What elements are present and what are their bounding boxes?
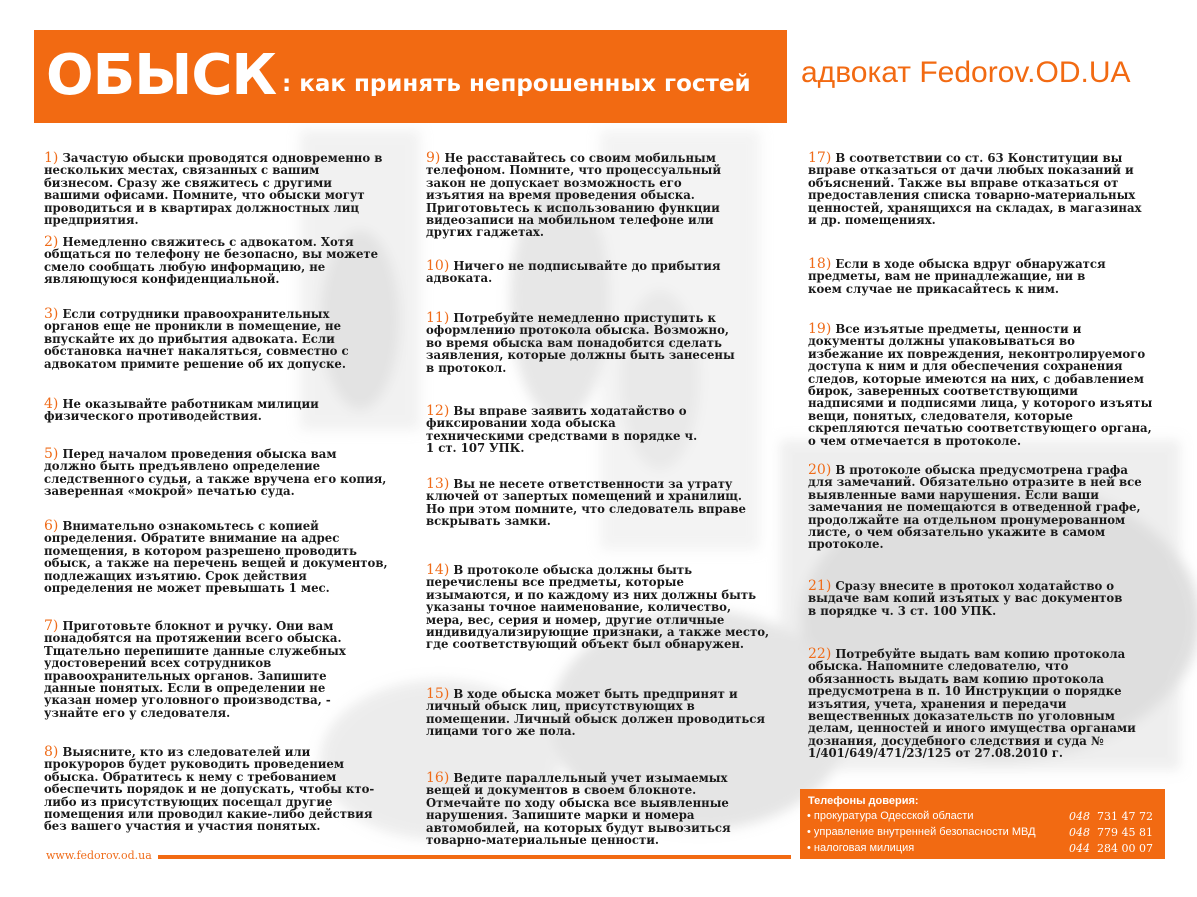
hotline-digits: 731 47 72: [1097, 810, 1153, 823]
hotline-label: • налоговая милиция: [807, 842, 915, 854]
item-text: Не расставайтесь со своим мобильным телефоном. Помните, что процессуальный закон не допускает возможность его изъятия на время проведения обыска. Приготовьтесь к использованию функции видеозаписи на мобильном телефоне или других гаджетах.: [426, 151, 722, 240]
hotline-label: • управление внутренней безопасности МВД: [807, 826, 1036, 838]
hotline-digits: 284 00 07: [1097, 842, 1153, 855]
list-item: [808, 152, 1148, 226]
hotline-code: 048: [1069, 826, 1090, 839]
item-text: Выясните, кто из следователей или прокуроров будет руководить проведением обыска. Обратитесь к нему с требованием обеспечить порядок и не допускать, чтобы кто-либо из присутствующих посещал другие помещения или проводил какие-либо действия без вашего участия и участия понятых.: [44, 745, 375, 834]
item-text: В протоколе обыска должны быть перечислены все предметы, которые изымаются, и по каждому из них должны быть указаны точное наименование, количество, мера, вес, серия и номер, другие отличные индивидуализирующие признаки, а также место, где соответствующий объект был обнаружен.: [426, 563, 770, 652]
item-text: Перед началом проведения обыска вам должно быть предъявлено определение следственного судьи, а также вручена его копия, заверенная «мокрой» печатью суда.: [44, 447, 387, 499]
page-subtitle: : как принять непрошенных гостей: [282, 71, 751, 97]
list-item: [426, 260, 726, 285]
item-text: В протоколе обыска предусмотрена графа для замечаний. Обязательно отразите в ней все выявленные вами нарушения. Если ваши замечания не помещаются в отведенной графе, продолжайте на отдельном пронумерованном листе, о чем обязательно укажите в самом протоколе.: [808, 463, 1142, 552]
hotline-code: 044: [1069, 842, 1090, 855]
list-item: [44, 236, 379, 286]
item-number: 15): [426, 686, 450, 702]
item-text: Потребуйте выдать вам копию протокола обыска. Напомните следователю, что обязанность выдать вам копию протокола предусмотрена в п. 10 Инструкции о порядке изъятия, учета, хранения и передачи вещественных доказательств по уголовным делам, ценностей и иного имущества органами дознания, досудебного следствия и суда № 1/401/649/471/23/125 от 27.08.2010 г.: [808, 647, 1136, 761]
hotline-number: [1069, 810, 1153, 823]
item-text: Если сотрудники правоохранительных органов еще не проникли в помещение, не впускайте их до прибытия адвоката. Если обстановка начнет накаляться, совместно с адвокатом примите решение об их допуске.: [44, 307, 349, 371]
item-text: Зачастую обыски проводятся одновременно в нескольких местах, связанных с вашим бизнесом. Сразу же свяжитесь с другими вашими офисами. Помните, что обыски могут проводиться и в квартирах должностных лиц предприятия.: [44, 151, 383, 228]
item-number: 18): [808, 256, 832, 272]
footer-url[interactable]: www.fedorov.od.ua: [46, 849, 152, 862]
list-item: [44, 520, 389, 594]
item-text: Немедленно свяжитесь с адвокатом. Хотя общаться по телефону не безопасно, вы можете смело сообщать любую информацию, не являющуюся конфиденциальной.: [44, 235, 379, 287]
hotline-title: Телефоны доверия:: [808, 795, 919, 807]
item-number: 10): [426, 258, 450, 274]
item-number: 20): [808, 462, 832, 478]
list-item: [44, 620, 374, 719]
list-item: [44, 746, 389, 833]
item-text: Если в ходе обыска вдруг обнаружатся предметы, вам не принадлежащие, ни в коем случае не прикасайтесь к ним.: [808, 257, 1106, 296]
hotline-code: 048: [1069, 810, 1090, 823]
item-number: 12): [426, 403, 450, 419]
list-item: [808, 648, 1153, 760]
item-text: Не оказывайте работникам милиции физического противодействия.: [44, 397, 319, 424]
item-number: 5): [44, 446, 59, 462]
footer-divider: [158, 855, 791, 859]
item-text: Вы вправе заявить ходатайство о фиксировании хода обыска техническими средствами в порядке ч. 1 ст. 107 УПК.: [426, 404, 698, 456]
hotline-box: [800, 789, 1165, 859]
item-number: 4): [44, 396, 59, 412]
item-number: 3): [44, 306, 59, 322]
item-number: 19): [808, 321, 832, 337]
item-number: 6): [44, 518, 59, 534]
list-item: [808, 258, 1118, 295]
page-title: ОБЫСК: [46, 43, 277, 108]
item-text: В ходе обыска может быть предпринят и личный обыск лиц, присутствующих в помещении. Личный обыск должен проводиться лицами того же пола.: [426, 687, 766, 739]
item-text: Все изъятые предметы, ценности и документы должны упаковываться во избежание их повреждения, неконтролируемого доступа к ним и для обеспечения сохранения следов, которые имеются на них, с добавлением бирок, заверенных соответствующими надписями и подписями лица, у которого изъяты вещи, понятых, следователя, которые скрепляются печатью соответствующего органа, о чем отмечается в протоколе.: [808, 322, 1153, 448]
list-item: [426, 405, 706, 455]
hotline-digits: 779 45 81: [1097, 826, 1153, 839]
list-item: [808, 580, 1128, 617]
item-text: В соответствии со ст. 63 Конституции вы вправе отказаться от дачи любых показаний и объяснений. Также вы вправе отказаться от предоставления списка товарно-материальных ценностей, хранящихся на складах, в магазинах и др. помещениях.: [808, 151, 1142, 228]
item-number: 8): [44, 744, 59, 760]
item-number: 7): [44, 618, 59, 634]
item-text: Приготовьте блокнот и ручку. Они вам понадобятся на протяжении всего обыска. Тщательно перепишите данные служебных удостоверений всех сотрудников правоохранительных органов. Запишите данные понятых. Если в определении не указан номер уголовного производства, - узнайте его у следователя.: [44, 619, 346, 720]
item-number: 11): [426, 310, 450, 326]
item-text: Сразу внесите в протокол ходатайство о выдаче вам копий изъятых у вас документов в порядке ч. 3 ст. 100 УПК.: [808, 579, 1123, 618]
list-item: [44, 398, 324, 423]
item-text: Внимательно ознакомьтесь с копией определения. Обратите внимание на адрес помещения, в котором разрешено проводить обыск, а также на перечень вещей и документов, подлежащих изъятию. Срок действия определения не может превышать 1 мес.: [44, 519, 388, 596]
list-item: [426, 152, 726, 239]
list-item: [426, 772, 771, 846]
item-number: 2): [44, 234, 59, 250]
item-number: 21): [808, 578, 832, 594]
hotline-number: [1069, 842, 1153, 855]
item-number: 22): [808, 646, 832, 662]
hotline-label: • прокуратура Одесской области: [807, 810, 974, 822]
list-item: [44, 448, 389, 498]
item-text: Потребуйте немедленно приступить к оформлению протокола обыска. Возможно, во время обыска вам понадобится сделать заявления, которые должны быть занесены в протокол.: [426, 311, 735, 375]
list-item: [808, 464, 1153, 551]
item-text: Вы не несете ответственности за утрату ключей от запертых помещений и хранилищ. Но при этом помните, что следователь вправе вскрывать замки.: [426, 477, 746, 529]
list-item: [44, 152, 389, 226]
item-number: 14): [426, 562, 450, 578]
list-item: [426, 688, 771, 738]
list-item: [426, 478, 761, 528]
list-item: [808, 323, 1153, 447]
hotline-number: [1069, 826, 1153, 839]
item-text: Ведите параллельный учет изымаемых вещей и документов в своем блокноте. Отмечайте по ходу обыска все выявленные нарушения. Запишите марки и номера автомобилей, на которых будут вывозиться товарно-материальные ценности.: [426, 771, 731, 848]
list-item: [44, 308, 384, 370]
item-number: 9): [426, 150, 441, 166]
item-text: Ничего не подписывайте до прибытия адвоката.: [426, 259, 721, 286]
item-number: 1): [44, 150, 59, 166]
list-item: [426, 312, 746, 374]
list-item: [426, 564, 771, 651]
site-name: адвокат Fedorov.OD.UA: [801, 56, 1131, 89]
item-number: 13): [426, 476, 450, 492]
item-number: 16): [426, 770, 450, 786]
item-number: 17): [808, 150, 832, 166]
